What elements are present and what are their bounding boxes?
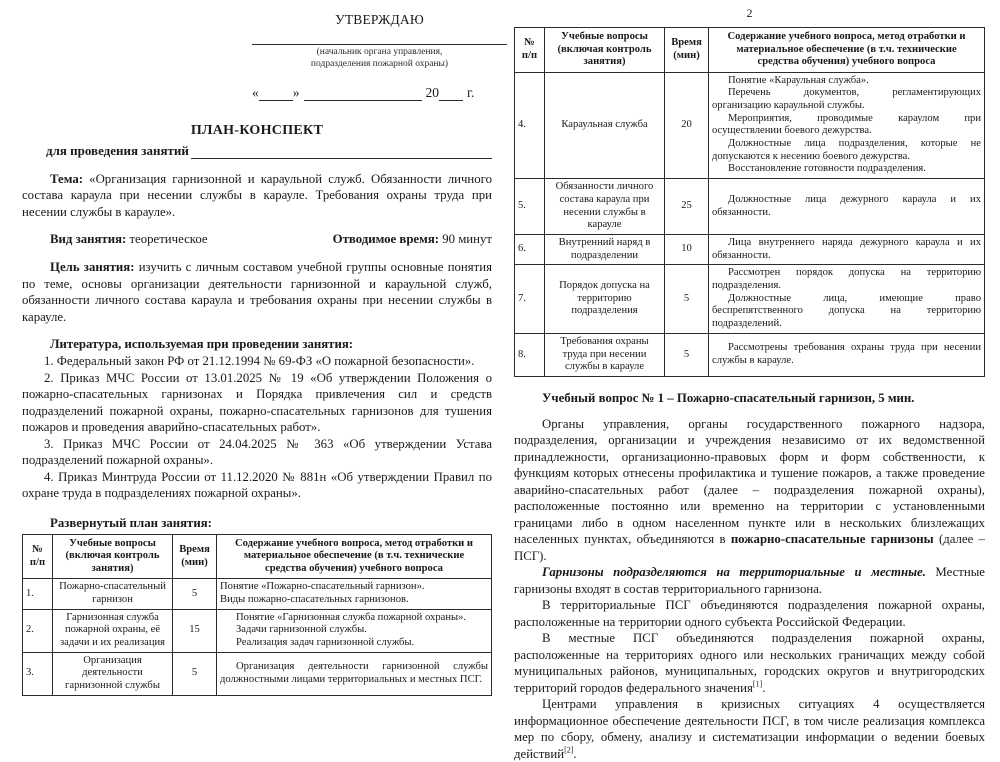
table-header-row: [23, 534, 492, 579]
date-year-suffix: г.: [467, 84, 475, 100]
header-cell-time: [665, 28, 709, 73]
para5-part2: .: [573, 746, 577, 761]
header-time-line1: Время: [671, 37, 702, 49]
literature-heading: Литература, используемая при проведении занятия:: [50, 337, 354, 352]
content-line: Восстановление готовности подразделения.: [728, 163, 926, 175]
table-header-row: [515, 28, 985, 73]
theme-text: «Организация гарнизонной и караульной служб. Обязанности личного состава караула при несении службы в карауле. Требования охраны труда при несении службы в карауле».: [22, 171, 492, 219]
cell-time: 5: [665, 333, 709, 376]
table-row: [515, 179, 985, 235]
header-cell-num: [515, 28, 545, 73]
content-line: Понятие «Гарнизонная служба пожарной охраны».: [236, 611, 467, 623]
table-row: [515, 72, 985, 179]
approval-block: [252, 12, 507, 101]
cell-question: Требования охраны труда при несении службы в карауле: [545, 333, 665, 376]
question-one-paragraph-1: [514, 416, 985, 565]
content-line: Должностные лица подразделения, которые не допускаются к несению боевого дежурства.: [712, 138, 981, 162]
theme-paragraph: [22, 171, 492, 221]
header-cell-content: [709, 28, 985, 73]
cell-time: 5: [173, 579, 217, 609]
cell-content: [217, 609, 492, 652]
question-one-paragraph-4: [514, 630, 985, 696]
allotted-time-label: Отводимое время:: [332, 232, 440, 247]
cell-time: 20: [665, 72, 709, 179]
cell-content: [709, 179, 985, 235]
content-line: Понятие «Пожарно-спасательный гарнизон».: [220, 581, 425, 593]
lesson-type-value: теоретическое: [126, 232, 208, 247]
cell-num: 6.: [515, 234, 545, 264]
cell-question: Обязанности личного состава караула при несении службы в карауле: [545, 179, 665, 235]
goal-paragraph: [22, 259, 492, 325]
lesson-type: [50, 232, 208, 247]
cell-content: [217, 652, 492, 695]
date-year-prefix: 20: [425, 84, 439, 100]
para4-part1: В местные ПСГ объединяются подразделения пожарной охраны, расположенные на территориях одного или нескольких граничащих между собой муниципальных районов, муниципальных, городских округов и внутригородских территорий городов федерального значения: [514, 631, 985, 695]
cell-time: 10: [665, 234, 709, 264]
cell-question: Караульная служба: [545, 72, 665, 179]
content-line: Организация деятельности гарнизонной службы должностными лицами территориальных и местных ПСГ.: [220, 661, 488, 685]
table-row: [23, 609, 492, 652]
goal-text: изучить с личным составом учебной группы основные понятия по теме, основы организации деятельности гарнизонной и караульной служб, обязанности личного состава караула и требования охраны при несении службы в карауле.: [22, 260, 492, 324]
approval-caption-line1: (начальник органа управления,: [316, 47, 443, 57]
cell-time: 15: [173, 609, 217, 652]
date-day-blank: [259, 89, 293, 101]
header-cell-content: [217, 534, 492, 579]
cell-question: Внутренний наряд в подразделении: [545, 234, 665, 264]
header-time-line2: (мин): [181, 556, 208, 568]
para5-part1: Центрами управления в кризисных ситуациях 4 осуществляется информационное обеспечение деятельности ПСГ, в том числе реализация комплекса мер по сбору, обмену, анализу и систематизации информации о ведении боевых действий: [514, 697, 985, 761]
header-num-line1: №: [524, 37, 535, 49]
cell-question: Пожарно-спасательный гарнизон: [53, 579, 173, 609]
cell-num: 8.: [515, 333, 545, 376]
allotted-time-value: 90 минут: [439, 232, 492, 247]
header-question-line1: Учебные вопросы: [561, 31, 648, 42]
footnote-marker-1: [1]: [752, 679, 763, 689]
para2-rest: Местные гарнизоны входят в состав территориального гарнизона.: [514, 565, 985, 596]
question-one-heading: Учебный вопрос № 1 – Пожарно-спасательный гарнизон, 5 мин.: [542, 390, 915, 405]
cell-question: Порядок допуска на территорию подразделения: [545, 265, 665, 334]
cell-num: 1.: [23, 579, 53, 609]
header-content-line3: средства обучения) учебного вопроса: [265, 562, 443, 574]
lesson-plan-table-part1: [22, 534, 492, 696]
para1-bold-term: пожарно-спасательные гарнизоны: [730, 532, 934, 547]
cell-time: 5: [173, 652, 217, 695]
content-line: Должностные лица, имеющие право беспрепятственного допуска на территорию подразделений.: [712, 292, 981, 330]
literature-item: 3. Приказ МЧС России от 24.04.2025 № 363 «Об утверждении Устава подразделений пожарной охраны».: [22, 436, 492, 468]
header-cell-question: [53, 534, 173, 579]
approval-signature-rule: [252, 44, 507, 45]
header-question-line1: Учебные вопросы: [69, 537, 156, 549]
header-content-line1: Содержание учебного вопроса, метод отработки и: [234, 537, 474, 549]
table-row: [23, 652, 492, 695]
header-question-line2: (включая контроль: [557, 43, 652, 55]
table-row: [515, 333, 985, 376]
para4-part2: .: [762, 680, 766, 695]
header-question-line3: занятия): [91, 562, 134, 574]
cell-question: Организация деятельности гарнизонной службы: [53, 652, 173, 695]
para1-part2: (далее – ПСГ).: [514, 532, 985, 563]
lesson-type-label: Вид занятия:: [50, 232, 127, 247]
header-num-line1: №: [32, 544, 43, 555]
header-cell-question: [545, 28, 665, 73]
header-cell-num: [23, 534, 53, 579]
header-time-line2: (мин): [673, 49, 700, 61]
question-one-paragraph-2: [514, 564, 985, 597]
header-time-line1: Время: [179, 544, 210, 555]
cell-num: 3.: [23, 652, 53, 695]
literature-item: 4. Приказ Минтруда России от 11.12.2020 № 881н «Об утверждении Правил по охране труда в подразделениях пожарной охраны».: [22, 469, 492, 501]
date-year-blank: [439, 89, 463, 101]
approval-caption-line2: подразделения пожарной охраны): [310, 58, 449, 69]
approval-title: УТВЕРЖДАЮ: [335, 12, 424, 27]
cell-content: [217, 579, 492, 609]
question-one-paragraph-5: [514, 696, 985, 762]
cell-num: 7.: [515, 265, 545, 334]
subtitle-row: [46, 143, 492, 159]
subtitle-blank-line: [191, 146, 492, 159]
page-number: 2: [746, 6, 753, 20]
allotted-time: [333, 232, 492, 247]
header-question-line3: занятия): [583, 56, 626, 67]
header-content-line1: Содержание учебного вопроса, метод отработки и: [727, 31, 966, 42]
header-num-line2: п/п: [29, 556, 46, 568]
content-line: Перечень документов, регламентирующих организацию караульной службы.: [712, 87, 981, 111]
content-line: Должностные лица дежурного караула и их обязанности.: [712, 193, 981, 218]
header-content-line2: материальное обеспечение (в т.ч. технические: [736, 43, 957, 55]
content-line: Мероприятия, проводимые караулом при осуществлении боевого дежурства.: [712, 112, 981, 137]
theme-label: Тема:: [50, 171, 84, 186]
cell-content: [709, 72, 985, 179]
table-row: [515, 234, 985, 264]
header-num-line2: п/п: [521, 49, 538, 61]
content-line: Реализация задач гарнизонной службы.: [236, 637, 415, 649]
content-line: Понятие «Караульная служба».: [728, 74, 869, 86]
subtitle-label: для проведения занятий: [46, 142, 189, 158]
page-column-left: [0, 0, 500, 696]
cell-num: 5.: [515, 179, 545, 235]
table-row: [515, 265, 985, 334]
content-line: Рассмотрены требования охраны труда при несении службы в карауле.: [712, 342, 981, 366]
question-one-paragraph-3: В территориальные ПСГ объединяются подразделения пожарной охраны, расположенные на территории одного субъекта Российской Федерации.: [514, 598, 985, 629]
lesson-plan-table-part2: [514, 27, 985, 377]
header-cell-time: [173, 534, 217, 579]
cell-content: [709, 333, 985, 376]
para2-bold-italic: Гарнизоны подразделяются на территориальные и местные.: [542, 565, 926, 580]
cell-content: [709, 265, 985, 334]
cell-num: 4.: [515, 72, 545, 179]
para1-part1: Органы управления, органы государственного пожарного надзора, подразделения, организации и учреждения независимо от их ведомственной принадлежности, организационно-правовых форм и форм собственности, к функциям которых отнесены профилактика и тушение пожаров, а также проведение аварийно-спасательных работ (далее – подразделения пожарной охраны), расположенные постоянно или временно на территории с установленными границами либо в одном населенном пункте или в нескольких близлежащих населенных пунктах, объединяются в: [514, 416, 985, 547]
lesson-meta-row: [22, 232, 492, 247]
header-content-line2: материальное обеспечение (в т.ч. технические: [243, 550, 465, 562]
approval-date-line: [252, 85, 507, 101]
footnote-marker-2: [2]: [564, 745, 574, 755]
date-quote-open: «: [252, 84, 259, 100]
date-month-blank: [304, 89, 422, 101]
literature-item: 2. Приказ МЧС России от 13.01.2025 № 19 «Об утверждении Положения о пожарно-спасательных гарнизонах и Порядка привлечения сил и средств подразделений пожарной охраны, пожарно-спасательных гарнизонов для тушения пожаров и проведения аварийно-спасательных работ».: [22, 370, 492, 435]
literature-item: 1. Федеральный закон РФ от 21.12.1994 № 69-ФЗ «О пожарной безопасности».: [44, 354, 475, 369]
cell-time: 5: [665, 265, 709, 334]
header-content-line3: средства обучения) учебного вопроса: [757, 56, 936, 67]
cell-time: 25: [665, 179, 709, 235]
cell-question: Гарнизонная служба пожарной охраны, её задачи и их реализация: [53, 609, 173, 652]
page-column-right: [505, 0, 1000, 762]
content-line: Рассмотрен порядок допуска на территорию подразделения.: [712, 267, 981, 292]
header-question-line2: (включая контроль: [65, 550, 160, 562]
content-line: Задачи гарнизонной службы.: [236, 624, 367, 636]
table-row: [23, 579, 492, 609]
cell-content: [709, 234, 985, 264]
goal-label: Цель занятия:: [50, 260, 135, 275]
content-line: Виды пожарно-спасательных гарнизонов.: [220, 593, 409, 605]
plan-heading: Развернутый план занятия:: [50, 515, 212, 530]
content-line: Лица внутреннего наряда дежурного караула и их обязанности.: [712, 236, 981, 261]
page-title: ПЛАН-КОНСПЕКТ: [190, 122, 324, 138]
plan-heading-wrap: [22, 516, 492, 531]
date-quote-close: »: [292, 84, 300, 100]
cell-num: 2.: [23, 609, 53, 652]
